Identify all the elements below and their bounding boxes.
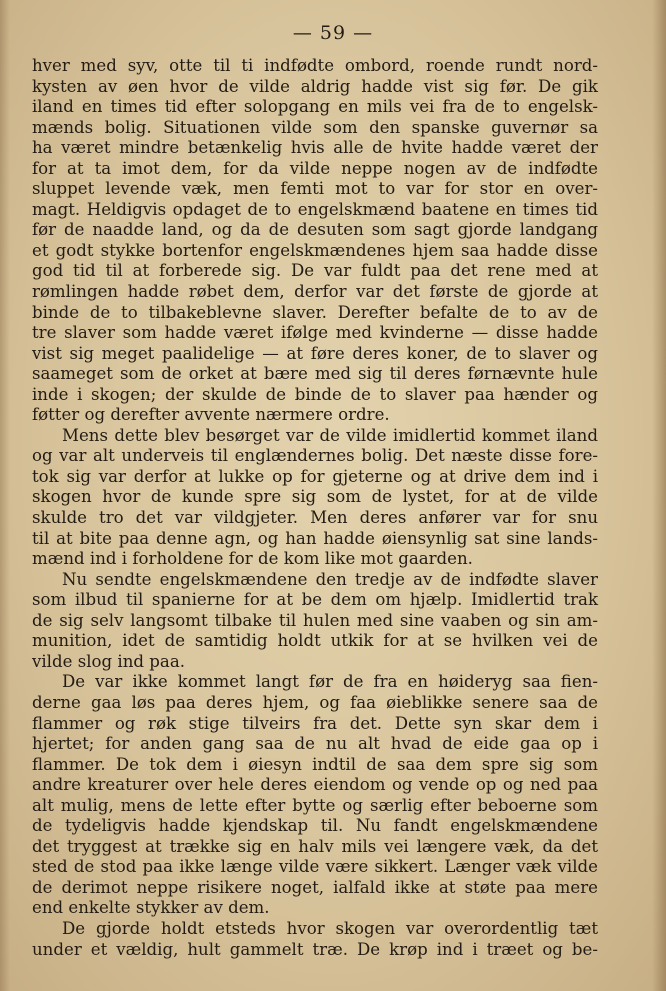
text-line: magt. Heldigvis opdaget de to engelskmænd baatene en times tid bbox=[32, 199, 598, 219]
text-line: inde i skogen; der skulde de binde de to slaver paa hænder og bbox=[32, 384, 598, 404]
page-number: — 59 — bbox=[292, 22, 374, 44]
text-line: flammer og røk stige tilveirs fra det. Dette syn skar dem i bbox=[32, 713, 598, 733]
page-gutter-shadow bbox=[0, 0, 10, 991]
text-line: for at ta imot dem, for da vilde neppe nogen av de indfødte bbox=[32, 158, 598, 178]
text-line: sluppet levende væk, men femti mot to var for stor en over- bbox=[32, 179, 598, 199]
text-line: flammer. De tok dem i øiesyn indtil de saa dem spre sig som bbox=[32, 754, 598, 774]
text-line: kysten av øen hvor de vilde aldrig hadde vist sig før. De gik bbox=[32, 76, 598, 96]
text-line: god tid til at forberede sig. De var fuldt paa det rene med at bbox=[32, 261, 598, 281]
text-line: sted de stod paa ikke længe vilde være sikkert. Længer væk vilde bbox=[32, 857, 598, 877]
text-line: før de naadde land, og da de desuten som sagt gjorde landgang bbox=[32, 220, 598, 240]
text-line: end enkelte stykker av dem. bbox=[32, 898, 270, 918]
text-line: De gjorde holdt etsteds hvor skogen var overordentlig tæt bbox=[62, 918, 598, 938]
text-line: skogen hvor de kunde spre sig som de lystet, for at de vilde bbox=[32, 487, 598, 507]
text-line: Mens dette blev besørget var de vilde imidlertid kommet iland bbox=[62, 425, 598, 445]
text-line: vilde slog ind paa. bbox=[32, 651, 185, 671]
text-line: andre kreaturer over hele deres eiendom og vende op og ned paa bbox=[32, 775, 598, 795]
text-line: som ilbud til spanierne for at be dem om hjælp. Imidlertid trak bbox=[32, 590, 598, 610]
text-line: iland en times tid efter solopgang en mils vei fra de to engelsk- bbox=[32, 97, 598, 117]
text-line: de tydeligvis hadde kjendskap til. Nu fandt engelskmændene bbox=[32, 816, 598, 836]
text-line: saameget som de orket at bære med sig til deres førnævnte hule bbox=[32, 364, 598, 384]
text-line: hjertet; for anden gang saa de nu alt hvad de eide gaa op i bbox=[32, 734, 598, 754]
body-text bbox=[32, 56, 598, 960]
text-line: munition, idet de samtidig holdt utkik for at se hvilken vei de bbox=[32, 631, 598, 651]
text-line: et godt stykke bortenfor engelskmændenes hjem saa hadde disse bbox=[32, 240, 598, 260]
text-line: mænds bolig. Situationen vilde som den spanske guvernør sa bbox=[32, 117, 598, 137]
text-line: de derimot neppe risikere noget, ialfald ikke at støte paa mere bbox=[32, 877, 598, 897]
text-line: skulde tro det var vildgjeter. Men deres anfører var for snu bbox=[32, 508, 598, 528]
text-line: vist sig meget paalidelige — at føre deres koner, de to slaver og bbox=[32, 343, 598, 363]
text-line: ha været mindre betænkelig hvis alle de hvite hadde været der bbox=[32, 138, 598, 158]
text-line: Nu sendte engelskmændene den tredje av de indfødte slaver bbox=[62, 569, 598, 589]
text-line: derne gaa løs paa deres hjem, og faa øieblikke senere saa de bbox=[32, 692, 598, 712]
text-line: mænd ind i forholdene for de kom like mot gaarden. bbox=[32, 549, 473, 569]
text-line: alt mulig, mens de lette efter bytte og særlig efter beboerne som bbox=[32, 795, 598, 815]
text-line: hver med syv, otte til ti indfødte ombord, roende rundt nord- bbox=[32, 56, 598, 75]
text-line: til at bite paa denne agn, og han hadde øiensynlig sat sine lands- bbox=[32, 528, 598, 548]
text-line: rømlingen hadde røbet dem, derfor var det første de gjorde at bbox=[32, 282, 598, 302]
text-line: tok sig var derfor at lukke op for gjeterne og at drive dem ind i bbox=[32, 466, 598, 486]
page-edge-shadow bbox=[652, 0, 666, 991]
text-line: det tryggest at trække sig en halv mils vei længere væk, da det bbox=[32, 836, 598, 856]
text-line: føtter og derefter avvente nærmere ordre. bbox=[32, 405, 390, 425]
text-line: tre slaver som hadde været ifølge med kvinderne — disse hadde bbox=[32, 323, 598, 343]
text-line: binde de to tilbakeblevne slaver. Derefter befalte de to av de bbox=[32, 302, 598, 322]
text-line: De var ikke kommet langt før de fra en høideryg saa fien- bbox=[62, 672, 598, 692]
text-line: de sig selv langsomt tilbake til hulen med sine vaaben og sin am- bbox=[32, 610, 598, 630]
text-line: under et vældig, hult gammelt træ. De krøp ind i træet og be- bbox=[32, 939, 598, 959]
text-line: og var alt underveis til englændernes bolig. Det næste disse fore- bbox=[32, 446, 598, 466]
